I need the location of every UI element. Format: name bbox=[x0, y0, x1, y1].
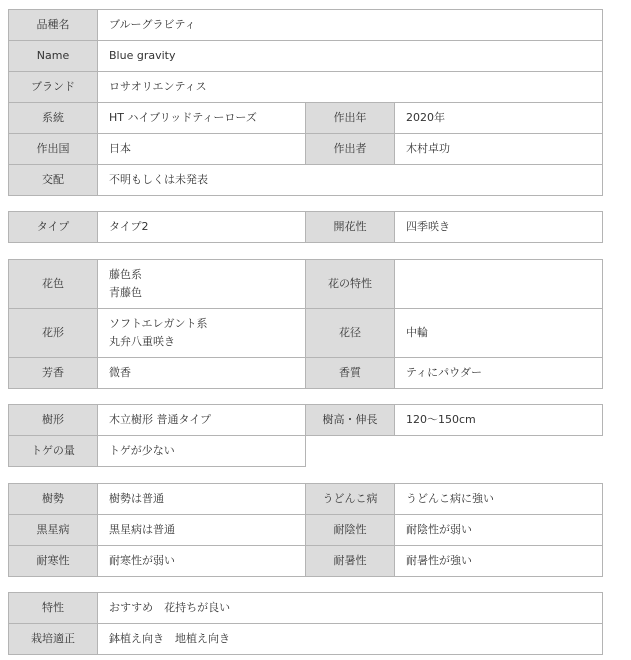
cold-value: 耐寒性が弱い bbox=[98, 546, 306, 577]
trait-value bbox=[395, 260, 603, 309]
brand-label: ブランド bbox=[9, 72, 98, 103]
row-brand bbox=[9, 72, 603, 103]
height-value: 120〜150cm bbox=[395, 405, 603, 436]
flower-table bbox=[8, 259, 603, 389]
row-color bbox=[9, 260, 603, 309]
variety-value: ブルーグラビティ bbox=[98, 10, 603, 41]
bloom-table bbox=[8, 211, 603, 243]
shape-value-line: ソフトエレガント系 bbox=[109, 317, 208, 330]
plant-table bbox=[8, 404, 603, 467]
habit-label: 開花性 bbox=[306, 212, 395, 243]
heat-label: 耐暑性 bbox=[306, 546, 395, 577]
habit-value: 四季咲き bbox=[395, 212, 603, 243]
row-shape bbox=[9, 309, 603, 358]
shape-label: 花形 bbox=[9, 309, 98, 358]
row-cross bbox=[9, 165, 603, 196]
row-blackspot bbox=[9, 515, 603, 546]
lineage-label: 系統 bbox=[9, 103, 98, 134]
name-label: Name bbox=[9, 41, 98, 72]
brand-value: ロサオリエンティス bbox=[98, 72, 603, 103]
row-vigor bbox=[9, 484, 603, 515]
size-label: 花径 bbox=[306, 309, 395, 358]
cultivation-value: 鉢植え向き 地植え向き bbox=[98, 624, 603, 655]
row-country bbox=[9, 134, 603, 165]
cultivation-label: 栽培適正 bbox=[9, 624, 98, 655]
breeder-label: 作出者 bbox=[306, 134, 395, 165]
row-lineage bbox=[9, 103, 603, 134]
country-value: 日本 bbox=[98, 134, 306, 165]
empty-cell bbox=[306, 436, 603, 467]
row-feature bbox=[9, 593, 603, 624]
country-label: 作出国 bbox=[9, 134, 98, 165]
mildew-label: うどんこ病 bbox=[306, 484, 395, 515]
cross-value: 不明もしくは未発表 bbox=[98, 165, 603, 196]
type-value: タイプ2 bbox=[98, 212, 306, 243]
thorns-value: トゲが少ない bbox=[98, 436, 306, 467]
row-type bbox=[9, 212, 603, 243]
row-fragrance bbox=[9, 358, 603, 389]
row-thorns bbox=[9, 436, 603, 467]
shade-label: 耐陰性 bbox=[306, 515, 395, 546]
shape-value-line: 丸弁八重咲き bbox=[109, 335, 175, 348]
shade-value: 耐陰性が弱い bbox=[395, 515, 603, 546]
row-name bbox=[9, 41, 603, 72]
feature-value: おすすめ 花持ちが良い bbox=[98, 593, 603, 624]
row-cultivation bbox=[9, 624, 603, 655]
vigor-label: 樹勢 bbox=[9, 484, 98, 515]
color-value-line: 青藤色 bbox=[109, 286, 142, 299]
row-cold bbox=[9, 546, 603, 577]
feature-label: 特性 bbox=[9, 593, 98, 624]
color-label: 花色 bbox=[9, 260, 98, 309]
mildew-value: うどんこ病に強い bbox=[395, 484, 603, 515]
row-form bbox=[9, 405, 603, 436]
fragrance-label: 芳香 bbox=[9, 358, 98, 389]
cold-label: 耐寒性 bbox=[9, 546, 98, 577]
color-value-line: 藤色系 bbox=[109, 268, 142, 281]
cross-label: 交配 bbox=[9, 165, 98, 196]
row-variety bbox=[9, 10, 603, 41]
notes-table bbox=[8, 592, 603, 655]
basic-info-table bbox=[8, 9, 603, 196]
vigor-value: 樹勢は普通 bbox=[98, 484, 306, 515]
type-label: タイプ bbox=[9, 212, 98, 243]
color-value bbox=[98, 260, 306, 309]
lineage-value: HT ハイブリッドティーローズ bbox=[98, 103, 306, 134]
scent-type-value: ティにパウダー bbox=[395, 358, 603, 389]
trait-label: 花の特性 bbox=[306, 260, 395, 309]
name-value: Blue gravity bbox=[98, 41, 603, 72]
variety-label: 品種名 bbox=[9, 10, 98, 41]
year-value: 2020年 bbox=[395, 103, 603, 134]
year-label: 作出年 bbox=[306, 103, 395, 134]
blackspot-value: 黒星病は普通 bbox=[98, 515, 306, 546]
size-value: 中輪 bbox=[395, 309, 603, 358]
thorns-label: トゲの量 bbox=[9, 436, 98, 467]
height-label: 樹高・伸長 bbox=[306, 405, 395, 436]
shape-value bbox=[98, 309, 306, 358]
heat-value: 耐暑性が強い bbox=[395, 546, 603, 577]
health-table bbox=[8, 483, 603, 577]
form-value: 木立樹形 普通タイプ bbox=[98, 405, 306, 436]
form-label: 樹形 bbox=[9, 405, 98, 436]
breeder-value: 木村卓功 bbox=[395, 134, 603, 165]
fragrance-value: 微香 bbox=[98, 358, 306, 389]
scent-type-label: 香質 bbox=[306, 358, 395, 389]
blackspot-label: 黒星病 bbox=[9, 515, 98, 546]
